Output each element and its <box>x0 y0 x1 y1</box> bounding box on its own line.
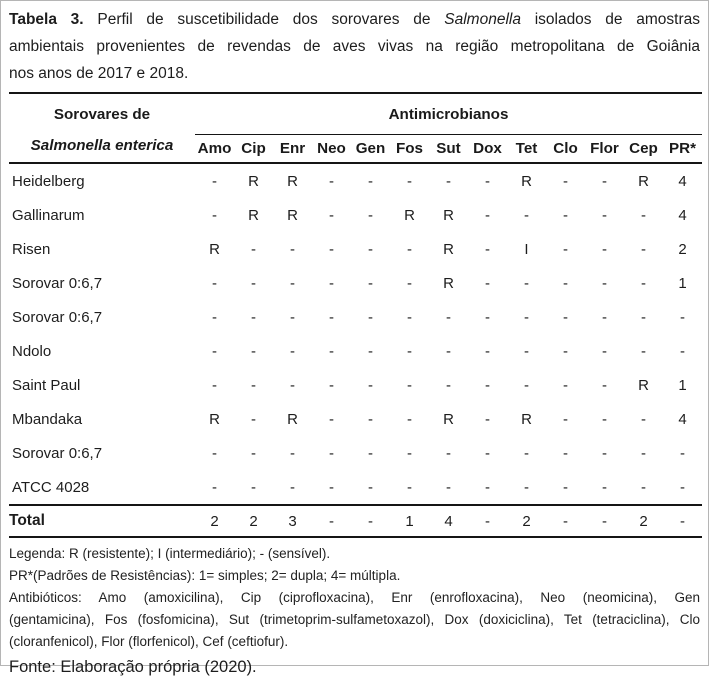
susceptibility-cell: - <box>563 172 568 190</box>
total-cell: 2 <box>507 505 546 537</box>
resistance-patterns-note: PR*(Padrões de Resistências): 1= simples; 2= dupla; 4= múltipla. <box>9 568 401 583</box>
table-row <box>9 368 702 402</box>
susceptibility-cell: - <box>485 172 490 190</box>
serovar-name: Ndolo <box>12 342 52 360</box>
susceptibility-cell: - <box>524 444 529 462</box>
susceptibility-cell: - <box>641 240 646 258</box>
total-cell: - <box>663 505 702 537</box>
stub-header-line1: Sorovares de <box>53 106 151 123</box>
table-row <box>9 436 702 470</box>
susceptibility-cell: - <box>407 444 412 462</box>
susceptibility-cell: R <box>443 206 454 224</box>
serovar-name: Saint Paul <box>12 376 81 394</box>
susceptibility-cell: - <box>212 478 217 496</box>
antibiotics-note-line: (gentamicina), Fos (fosfomicina), Sut (trimetoprim-sulfametoxazol), Dox (doxiciclina), Tet (tetraciclina), Clo <box>9 612 700 627</box>
susceptibility-cell: - <box>446 478 451 496</box>
susceptibility-cell: - <box>485 274 490 292</box>
susceptibility-cell: R <box>209 240 220 258</box>
antibiotics-note-line: Antibióticos: Amo (amoxicilina), Cip (ciprofloxacina), Enr (enrofloxacina), Neo (neomicina), Gen <box>9 590 700 605</box>
susceptibility-cell: - <box>524 206 529 224</box>
column-header-flor: Flor <box>585 135 624 164</box>
susceptibility-cell: - <box>563 478 568 496</box>
susceptibility-cell: - <box>290 376 295 394</box>
table-row <box>9 334 702 368</box>
susceptibility-cell: - <box>329 172 334 190</box>
table-row <box>9 232 702 266</box>
susceptibility-cell: - <box>485 376 490 394</box>
total-cell: - <box>351 505 390 537</box>
susceptibility-cell: R <box>209 410 220 428</box>
susceptibility-cell: - <box>485 342 490 360</box>
susceptibility-cell: - <box>251 376 256 394</box>
susceptibility-cell: - <box>251 308 256 326</box>
susceptibility-cell: - <box>368 478 373 496</box>
total-row <box>9 505 702 537</box>
susceptibility-cell: - <box>641 206 646 224</box>
serovar-name: Heidelberg <box>12 172 85 190</box>
susceptibility-cell: - <box>290 308 295 326</box>
susceptibility-cell: - <box>251 410 256 428</box>
susceptibility-cell: - <box>602 274 607 292</box>
column-header-tet: Tet <box>507 135 546 164</box>
susceptibility-cell: - <box>368 444 373 462</box>
susceptibility-cell: - <box>251 240 256 258</box>
susceptibility-cell: - <box>563 376 568 394</box>
susceptibility-cell: - <box>251 274 256 292</box>
serovar-name: Risen <box>12 240 51 258</box>
susceptibility-cell: - <box>602 410 607 428</box>
caption-line-1 <box>9 6 700 33</box>
susceptibility-cell: R <box>404 206 415 224</box>
susceptibility-cell: - <box>368 376 373 394</box>
total-cell: - <box>468 505 507 537</box>
susceptibility-cell: - <box>563 240 568 258</box>
source-note: Fonte: Elaboração própria (2020). <box>9 658 257 676</box>
total-cell: 2 <box>624 505 663 537</box>
susceptibility-cell: - <box>563 308 568 326</box>
caption-italic-salmonella: Salmonella <box>444 11 521 28</box>
susceptibility-cell: - <box>602 342 607 360</box>
susceptibility-cell: - <box>680 444 685 462</box>
total-cell: - <box>546 505 585 537</box>
susceptibility-cell: - <box>524 308 529 326</box>
legend-note: Legenda: R (resistente); I (intermediário); - (sensível). <box>9 546 331 561</box>
column-header-cep: Cep <box>624 135 663 164</box>
antibiotics-note <box>9 587 700 653</box>
table-row <box>9 198 702 232</box>
susceptibility-cell: - <box>524 342 529 360</box>
table-row <box>9 470 702 505</box>
susceptibility-cell: R <box>287 410 298 428</box>
susceptibility-cell: - <box>485 444 490 462</box>
column-header-cip: Cip <box>234 135 273 164</box>
susceptibility-cell: - <box>485 308 490 326</box>
susceptibility-cell: - <box>602 172 607 190</box>
serovar-name: Sorovar 0:6,7 <box>12 444 103 462</box>
susceptibility-cell: R <box>287 206 298 224</box>
susceptibility-cell: I <box>524 240 529 258</box>
susceptibility-cell: - <box>641 274 646 292</box>
total-cell: - <box>585 505 624 537</box>
susceptibility-cell: - <box>329 444 334 462</box>
susceptibility-cell: - <box>251 444 256 462</box>
total-cell: - <box>312 505 351 537</box>
susceptibility-cell: - <box>641 478 646 496</box>
susceptibility-cell: - <box>329 478 334 496</box>
susceptibility-cell: - <box>407 274 412 292</box>
susceptibility-cell: 1 <box>678 376 687 394</box>
column-header-gen: Gen <box>351 135 390 164</box>
susceptibility-cell: R <box>248 206 259 224</box>
susceptibility-cell: - <box>329 274 334 292</box>
susceptibility-cell: - <box>524 478 529 496</box>
table-footer <box>9 505 702 537</box>
susceptibility-cell: - <box>368 172 373 190</box>
susceptibility-cell: R <box>638 376 649 394</box>
susceptibility-cell: - <box>329 376 334 394</box>
total-cell: 2 <box>195 505 234 537</box>
susceptibility-cell: - <box>485 478 490 496</box>
total-cell: 3 <box>273 505 312 537</box>
total-cell: 2 <box>234 505 273 537</box>
table-row <box>9 402 702 436</box>
susceptibility-cell: 4 <box>678 172 687 190</box>
susceptibility-cell: - <box>368 342 373 360</box>
susceptibility-cell: R <box>443 274 454 292</box>
susceptibility-cell: - <box>641 444 646 462</box>
table-row <box>9 163 702 198</box>
susceptibility-cell: R <box>248 172 259 190</box>
susceptibility-cell: - <box>485 240 490 258</box>
susceptibility-cell: - <box>329 240 334 258</box>
serovar-name: ATCC 4028 <box>12 478 90 496</box>
susceptibility-cell: - <box>680 308 685 326</box>
column-header-pr: PR* <box>663 135 702 164</box>
susceptibility-cell: - <box>290 478 295 496</box>
antibiotics-note-line: (cloranfenicol), Flor (florfenicol), Cef (ceftiofur). <box>9 634 289 649</box>
susceptibility-cell: R <box>443 410 454 428</box>
antimicrobials-group-header: Antimicrobianos <box>195 93 702 135</box>
susceptibility-cell: - <box>680 342 685 360</box>
column-header-fos: Fos <box>390 135 429 164</box>
caption-line-3: nos anos de 2017 e 2018. <box>9 65 189 82</box>
table-row <box>9 266 702 300</box>
stub-header <box>9 93 195 163</box>
susceptibility-cell: - <box>329 206 334 224</box>
susceptibility-cell: - <box>446 342 451 360</box>
susceptibility-cell: - <box>368 308 373 326</box>
serovar-name: Sorovar 0:6,7 <box>12 274 103 292</box>
susceptibility-cell: - <box>524 376 529 394</box>
susceptibility-cell: - <box>485 206 490 224</box>
susceptibility-cell: - <box>329 308 334 326</box>
caption-text-post: isolados de amostras <box>534 11 700 28</box>
susceptibility-cell: - <box>407 478 412 496</box>
susceptibility-cell: - <box>524 274 529 292</box>
susceptibility-cell: R <box>521 410 532 428</box>
susceptibility-cell: - <box>602 376 607 394</box>
susceptibility-cell: - <box>407 308 412 326</box>
susceptibility-cell: 4 <box>678 410 687 428</box>
column-header-enr: Enr <box>273 135 312 164</box>
column-header-amo: Amo <box>195 135 234 164</box>
susceptibility-cell: - <box>446 444 451 462</box>
susceptibility-cell: - <box>446 376 451 394</box>
susceptibility-cell: - <box>290 274 295 292</box>
susceptibility-cell: - <box>602 478 607 496</box>
table-body <box>9 163 702 505</box>
susceptibility-cell: - <box>212 206 217 224</box>
susceptibility-cell: - <box>407 376 412 394</box>
susceptibility-cell: - <box>563 444 568 462</box>
total-label: Total <box>9 505 195 537</box>
susceptibility-cell: - <box>212 444 217 462</box>
susceptibility-cell: - <box>212 308 217 326</box>
susceptibility-cell: - <box>602 240 607 258</box>
susceptibility-cell: 4 <box>678 206 687 224</box>
susceptibility-cell: - <box>212 274 217 292</box>
column-header-dox: Dox <box>468 135 507 164</box>
serovar-name: Gallinarum <box>12 206 85 224</box>
susceptibility-cell: - <box>368 240 373 258</box>
susceptibility-cell: - <box>563 206 568 224</box>
susceptibility-cell: - <box>251 478 256 496</box>
footnotes <box>9 543 700 653</box>
susceptibility-cell: R <box>521 172 532 190</box>
susceptibility-cell: - <box>407 240 412 258</box>
susceptibility-cell: - <box>368 410 373 428</box>
susceptibility-cell: - <box>446 308 451 326</box>
susceptibility-cell: - <box>290 444 295 462</box>
susceptibility-cell: R <box>638 172 649 190</box>
susceptibility-cell: - <box>602 444 607 462</box>
stub-header-line2: Salmonella enterica <box>30 137 174 154</box>
susceptibility-cell: - <box>680 478 685 496</box>
susceptibility-cell: R <box>443 240 454 258</box>
total-cell: 4 <box>429 505 468 537</box>
susceptibility-cell: - <box>641 410 646 428</box>
susceptibility-cell: - <box>329 342 334 360</box>
susceptibility-cell: - <box>407 342 412 360</box>
caption-label: Tabela 3. <box>9 11 84 28</box>
column-header-neo: Neo <box>312 135 351 164</box>
susceptibility-cell: - <box>602 308 607 326</box>
susceptibility-cell: - <box>641 342 646 360</box>
table-header <box>9 93 702 163</box>
susceptibility-cell: - <box>212 172 217 190</box>
susceptibility-cell: - <box>563 274 568 292</box>
susceptibility-cell: - <box>602 206 607 224</box>
susceptibility-cell: - <box>368 206 373 224</box>
caption-text-pre: Perfil de suscetibilidade dos sorovares de <box>97 11 431 28</box>
susceptibility-cell: - <box>563 410 568 428</box>
serovar-name: Mbandaka <box>12 410 83 428</box>
serovar-name: Sorovar 0:6,7 <box>12 308 103 326</box>
table-row <box>9 300 702 334</box>
caption-line-2: ambientais provenientes de revendas de aves vivas na região metropolitana de Goiânia <box>9 38 700 55</box>
group-header-row <box>9 93 702 135</box>
susceptibility-cell: - <box>251 342 256 360</box>
susceptibility-cell: - <box>563 342 568 360</box>
susceptibility-cell: - <box>407 410 412 428</box>
susceptibility-cell: - <box>290 240 295 258</box>
susceptibility-cell: 2 <box>678 240 687 258</box>
table-caption <box>9 6 700 87</box>
susceptibility-cell: - <box>290 342 295 360</box>
susceptibility-cell: - <box>329 410 334 428</box>
susceptibility-cell: - <box>212 342 217 360</box>
total-cell: 1 <box>390 505 429 537</box>
column-header-sut: Sut <box>429 135 468 164</box>
susceptibility-cell: - <box>212 376 217 394</box>
susceptibility-cell: - <box>407 172 412 190</box>
susceptibility-cell: - <box>641 308 646 326</box>
susceptibility-table <box>9 92 702 538</box>
susceptibility-cell: 1 <box>678 274 687 292</box>
susceptibility-cell: R <box>287 172 298 190</box>
column-header-clo: Clo <box>546 135 585 164</box>
susceptibility-cell: - <box>485 410 490 428</box>
susceptibility-cell: - <box>446 172 451 190</box>
susceptibility-cell: - <box>368 274 373 292</box>
